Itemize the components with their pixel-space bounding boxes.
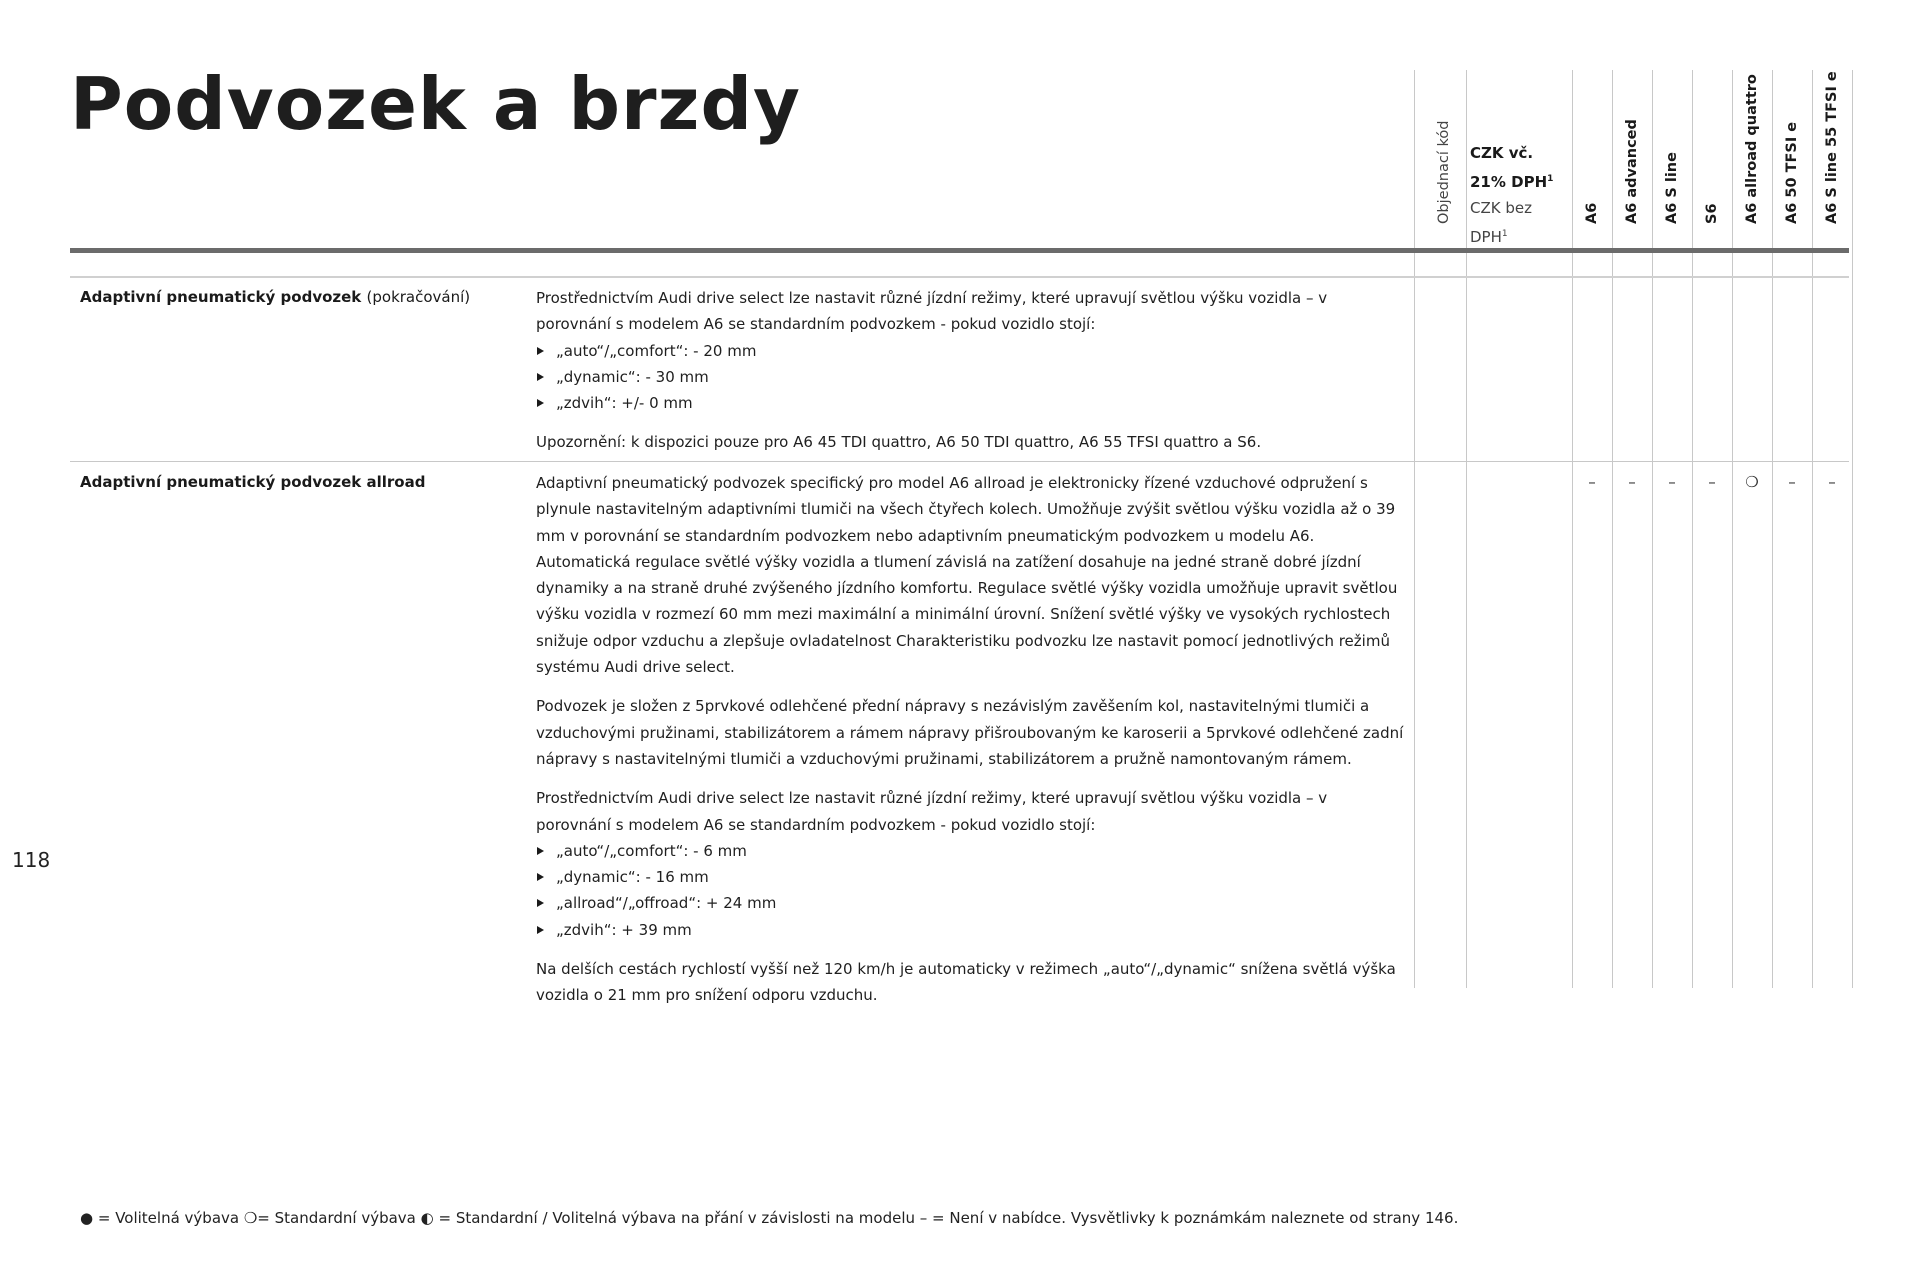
- list-item: „auto“/„comfort“: - 6 mm: [536, 838, 1406, 864]
- feature-name: Adaptivní pneumatický podvozek allroad: [80, 473, 426, 491]
- grid-line: [1572, 70, 1573, 988]
- column-header-model: A6 50 TFSI e: [1784, 121, 1800, 224]
- column-header-model: A6 S line 55 TFSI e: [1824, 71, 1840, 224]
- feature-description: Adaptivní pneumatický podvozek specifický pro model A6 allroad je elektronicky řízené vzduchové odpružení s plynule nastavitelným adaptivními tlumiči na všech čtyřech kolech. Umožňuje zvýšit světlou výšku vozidla až o 39 mm v porovnání se standardním podvozkem nebo adaptivním pneumatickým podvozkem u modelu A6. Automatická regulace světlé výšky vozidla a tlumení závislá na zatížení dosahuje na jedné straně dobré jízdní dynamiky a na straně druhé zvýšeného jízdního komfortu. Regulace světlé výšky vozidla umožňuje upravit světlou výšku vozidla v rozmezí 60 mm mezi maximální a minimální úrovní. Snížení světlé výšky ve vysokých rychlostech snižuje odpor vzduchu a zlepšuje ovladatelnost Charakteristiku podvozku lze nastavit pomocí jednotlivých režimů systému Audi drive select. Podvozek je složen z 5prvkové odlehčené přední nápravy s nezávislým zavěšením kol, nastavitelnými tlumiči a vzduchovými pružinami, stabilizátorem a rámem nápravy přišroubovaným ke karoserii a 5prvkové odlehčené zadní nápravy s nastavitelnými tlumiči a vzduchovými pružinami, stabilizátorem a pružně namontovaným rámem. Prostřednictvím Audi drive select lze nastavit různé jízdní režimy, které upravují světlou výšku vozidla – v porovnání s modelem A6 se standardním podvozkem - pokud vozidlo stojí: „auto“/„comfort“: - 6 mm „dynamic“: - 16 mm „allroad“/„offroad“: + 24 mm „zdvih“: + 39 mm Na delších cestách rychlostí vyšší než 120 km/h je automaticky v režimech „auto“/„dynamic“ snížena světlá výška vozidla o 21 mm pro snížení odporu vzduchu.: [536, 470, 1406, 1022]
- grid-line: [1652, 70, 1653, 988]
- grid-line: [1812, 70, 1813, 988]
- availability-mark: –: [1788, 473, 1796, 491]
- list-item: „dynamic“: - 30 mm: [536, 364, 1406, 390]
- feature-note: Upozornění: k dispozici pouze pro A6 45 TDI quattro, A6 50 TDI quattro, A6 55 TFSI quattro a S6.: [536, 433, 1262, 452]
- column-header-model: A6 advanced: [1624, 119, 1640, 224]
- column-header-price: CZK vč. 21% DPH$^1$ CZK bez DPH$^1$: [1470, 144, 1554, 246]
- feature-description: Prostřednictvím Audi drive select lze nastavit různé jízdní režimy, které upravují světlou výšku vozidla – v porovnání s modelem A6 se standardním podvozkem - pokud vozidlo stojí: „auto“/„comfort“: - 20 mm „dynamic“: - 30 mm „zdvih“: +/- 0 mm Upozornění: k dispozici pouze pro A6 45 TDI quattro, A6 50 TDI quattro, A6 55 TFSI quattro a S6.: [536, 285, 1406, 469]
- list-item: „zdvih“: +/- 0 mm: [536, 390, 1406, 416]
- grid-line: [1466, 70, 1467, 988]
- column-header-model: A6: [1584, 202, 1600, 224]
- availability-mark: –: [1708, 473, 1716, 491]
- availability-mark: –: [1628, 473, 1636, 491]
- list-item: „allroad“/„offroad“: + 24 mm: [536, 890, 1406, 916]
- grid-line: [1772, 70, 1773, 988]
- availability-mark: ❍: [1745, 473, 1759, 491]
- column-header-model: A6 S line: [1664, 152, 1680, 224]
- row-divider: [70, 461, 1849, 462]
- grid-line: [1612, 70, 1613, 988]
- row-divider: [70, 276, 1849, 278]
- list-item: „dynamic“: - 16 mm: [536, 864, 1406, 890]
- grid-line: [1414, 70, 1415, 988]
- page-title: Podvozek a brzdy: [70, 62, 801, 146]
- grid-line: [1852, 70, 1853, 988]
- column-header-model: A6 allroad quattro: [1744, 74, 1760, 224]
- availability-mark: –: [1668, 473, 1676, 491]
- list-item: „zdvih“: + 39 mm: [536, 917, 1406, 943]
- list-item: „auto“/„comfort“: - 20 mm: [536, 338, 1406, 364]
- grid-line: [1692, 70, 1693, 988]
- availability-mark: –: [1828, 473, 1836, 491]
- column-header-order-code: Objednací kód: [1436, 120, 1452, 224]
- column-header-model: S6: [1704, 203, 1720, 224]
- feature-name: Adaptivní pneumatický podvozek (pokračování): [80, 288, 471, 306]
- availability-mark: –: [1588, 473, 1596, 491]
- header-rule: [70, 248, 1849, 253]
- feature-note: Na delších cestách rychlostí vyšší než 120 km/h je automaticky v režimech „auto“/„dynamic“ snížena světlá výška vozidla o 21 mm pro snížení odporu vzduchu.: [536, 960, 1396, 1005]
- legend: ● = Volitelná výbava ❍= Standardní výbava ◐ = Standardní / Volitelná výbava na přání v závislosti na modelu – = Není v nabídce. Vysvětlivky k poznámkám naleznete od strany 146.: [80, 1209, 1459, 1227]
- page-number: 118: [12, 848, 51, 872]
- grid-line: [1732, 70, 1733, 988]
